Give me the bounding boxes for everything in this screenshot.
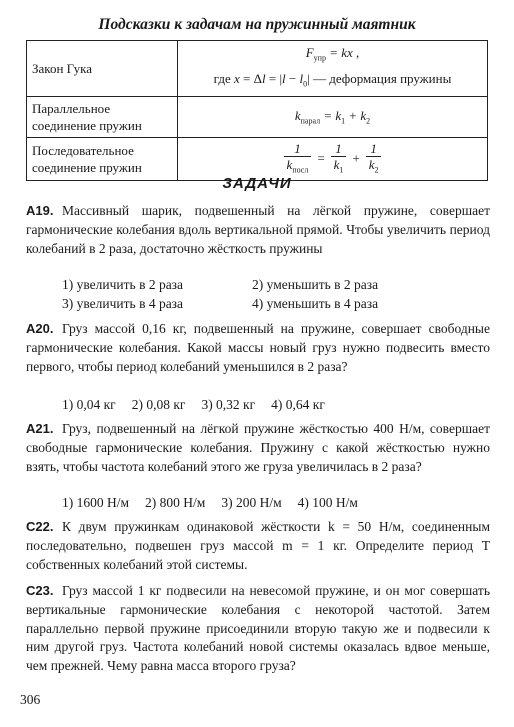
series-label: Последовательное соединение пружин [27, 138, 178, 181]
fraction: $\frac{1}{k_2}$ [366, 141, 382, 178]
problem-number: А19. [26, 203, 54, 218]
problem-a21 [26, 420, 490, 476]
option: 2) 0,08 кг [131, 397, 186, 412]
options-a21 [62, 494, 482, 513]
problem-text: Массивный шарик, подвешенный на лёгкой пружине, совершает гармонические колебания вдоль вертикальной прямой. Чтобы увеличить период колебаний в 2 раза, достаточно жёсткость пружины [26, 203, 490, 256]
problem-number: А21. [26, 421, 54, 436]
hooke-law-label: Закон Гука [27, 41, 178, 97]
option: 1) 1600 Н/м [62, 495, 130, 510]
option: 4) уменьшить в 4 раза [252, 295, 379, 311]
table-row [27, 41, 488, 97]
section-title: ЗАДАЧИ [222, 175, 292, 192]
options-a20 [62, 396, 482, 415]
problem-text: Груз массой 0,16 кг, подвешенный на пружине, совершает свободные гармонические колебания. Какой массы новый груз нужно подвесить вместо первого, чтобы период колебаний уменьшился в 2 раза? [26, 321, 490, 374]
option: 3) увеличить в 4 раза [62, 295, 184, 311]
hints-table [26, 40, 488, 181]
option: 1) увеличить в 2 раза [62, 277, 184, 292]
problem-text: Груз, подвешенный на лёгкой пружине жёсткостью 400 Н/м, совершает свободные гармонические колебания. Пружину с какой жёсткостью нужно взять, чтобы частота колебаний этого же груза увеличилась в 2 раза? [26, 421, 490, 474]
parallel-label: Параллельное соединение пружин [27, 97, 178, 138]
option: 4) 100 Н/м [297, 495, 358, 510]
option: 1) 0,04 кг [62, 397, 116, 412]
option: 2) 800 Н/м [145, 495, 206, 510]
problem-c22 [26, 518, 490, 574]
problem-number: С22. [26, 519, 54, 534]
hooke-law-main: $F_{упр}$ = kx , [305, 45, 360, 63]
problem-a19 [26, 202, 490, 258]
fraction: $\frac{1}{k_{посл}}$ [284, 141, 312, 178]
option: 3) 0,32 кг [201, 397, 256, 412]
series-formula: $\frac{1}{k_{посл}}$ = $\frac{1}{k_1}$ + $\frac{1}{k_2}$ [178, 138, 488, 181]
problem-number: С23. [26, 583, 54, 598]
problem-text: К двум пружинкам одинаковой жёсткости k = 50 Н/м, соединенным последовательно, подвешен груз массой m = 1 кг. Определите период T собственных колебаний этой системы. [26, 519, 490, 572]
option: 3) 200 Н/м [221, 495, 282, 510]
option: 4) 0,64 кг [271, 397, 325, 412]
problem-number: А20. [26, 321, 54, 336]
hooke-law-note: где $x = \Delta l = |l - l_0|$ — деформация пружины [213, 70, 452, 89]
page-title: Подсказки к задачам на пружинный маятник [98, 16, 416, 33]
problem-text: Груз массой 1 кг подвесили на невесомой пружине, и он мог совершать вертикальные гармонические колебания с некоторой частотой. Затем параллельно первой пружине присоединили вторую такую же и подвесили к ним другой груз. Частота колебаний новой системы оказалась вдвое меньше, чем прежней. Чему равна масса второго груза? [26, 583, 490, 674]
table-row [27, 97, 488, 138]
problem-c23 [26, 582, 490, 676]
hooke-law-formula [178, 41, 488, 97]
problem-a20 [26, 320, 490, 376]
parallel-formula: $k_{парал} = k_1 + k_2$ [178, 97, 488, 138]
page-number: 306 [20, 692, 41, 707]
option: 2) уменьшить в 2 раза [252, 277, 379, 292]
options-a19 [62, 276, 482, 313]
fraction: $\frac{1}{k_1}$ [331, 141, 347, 178]
